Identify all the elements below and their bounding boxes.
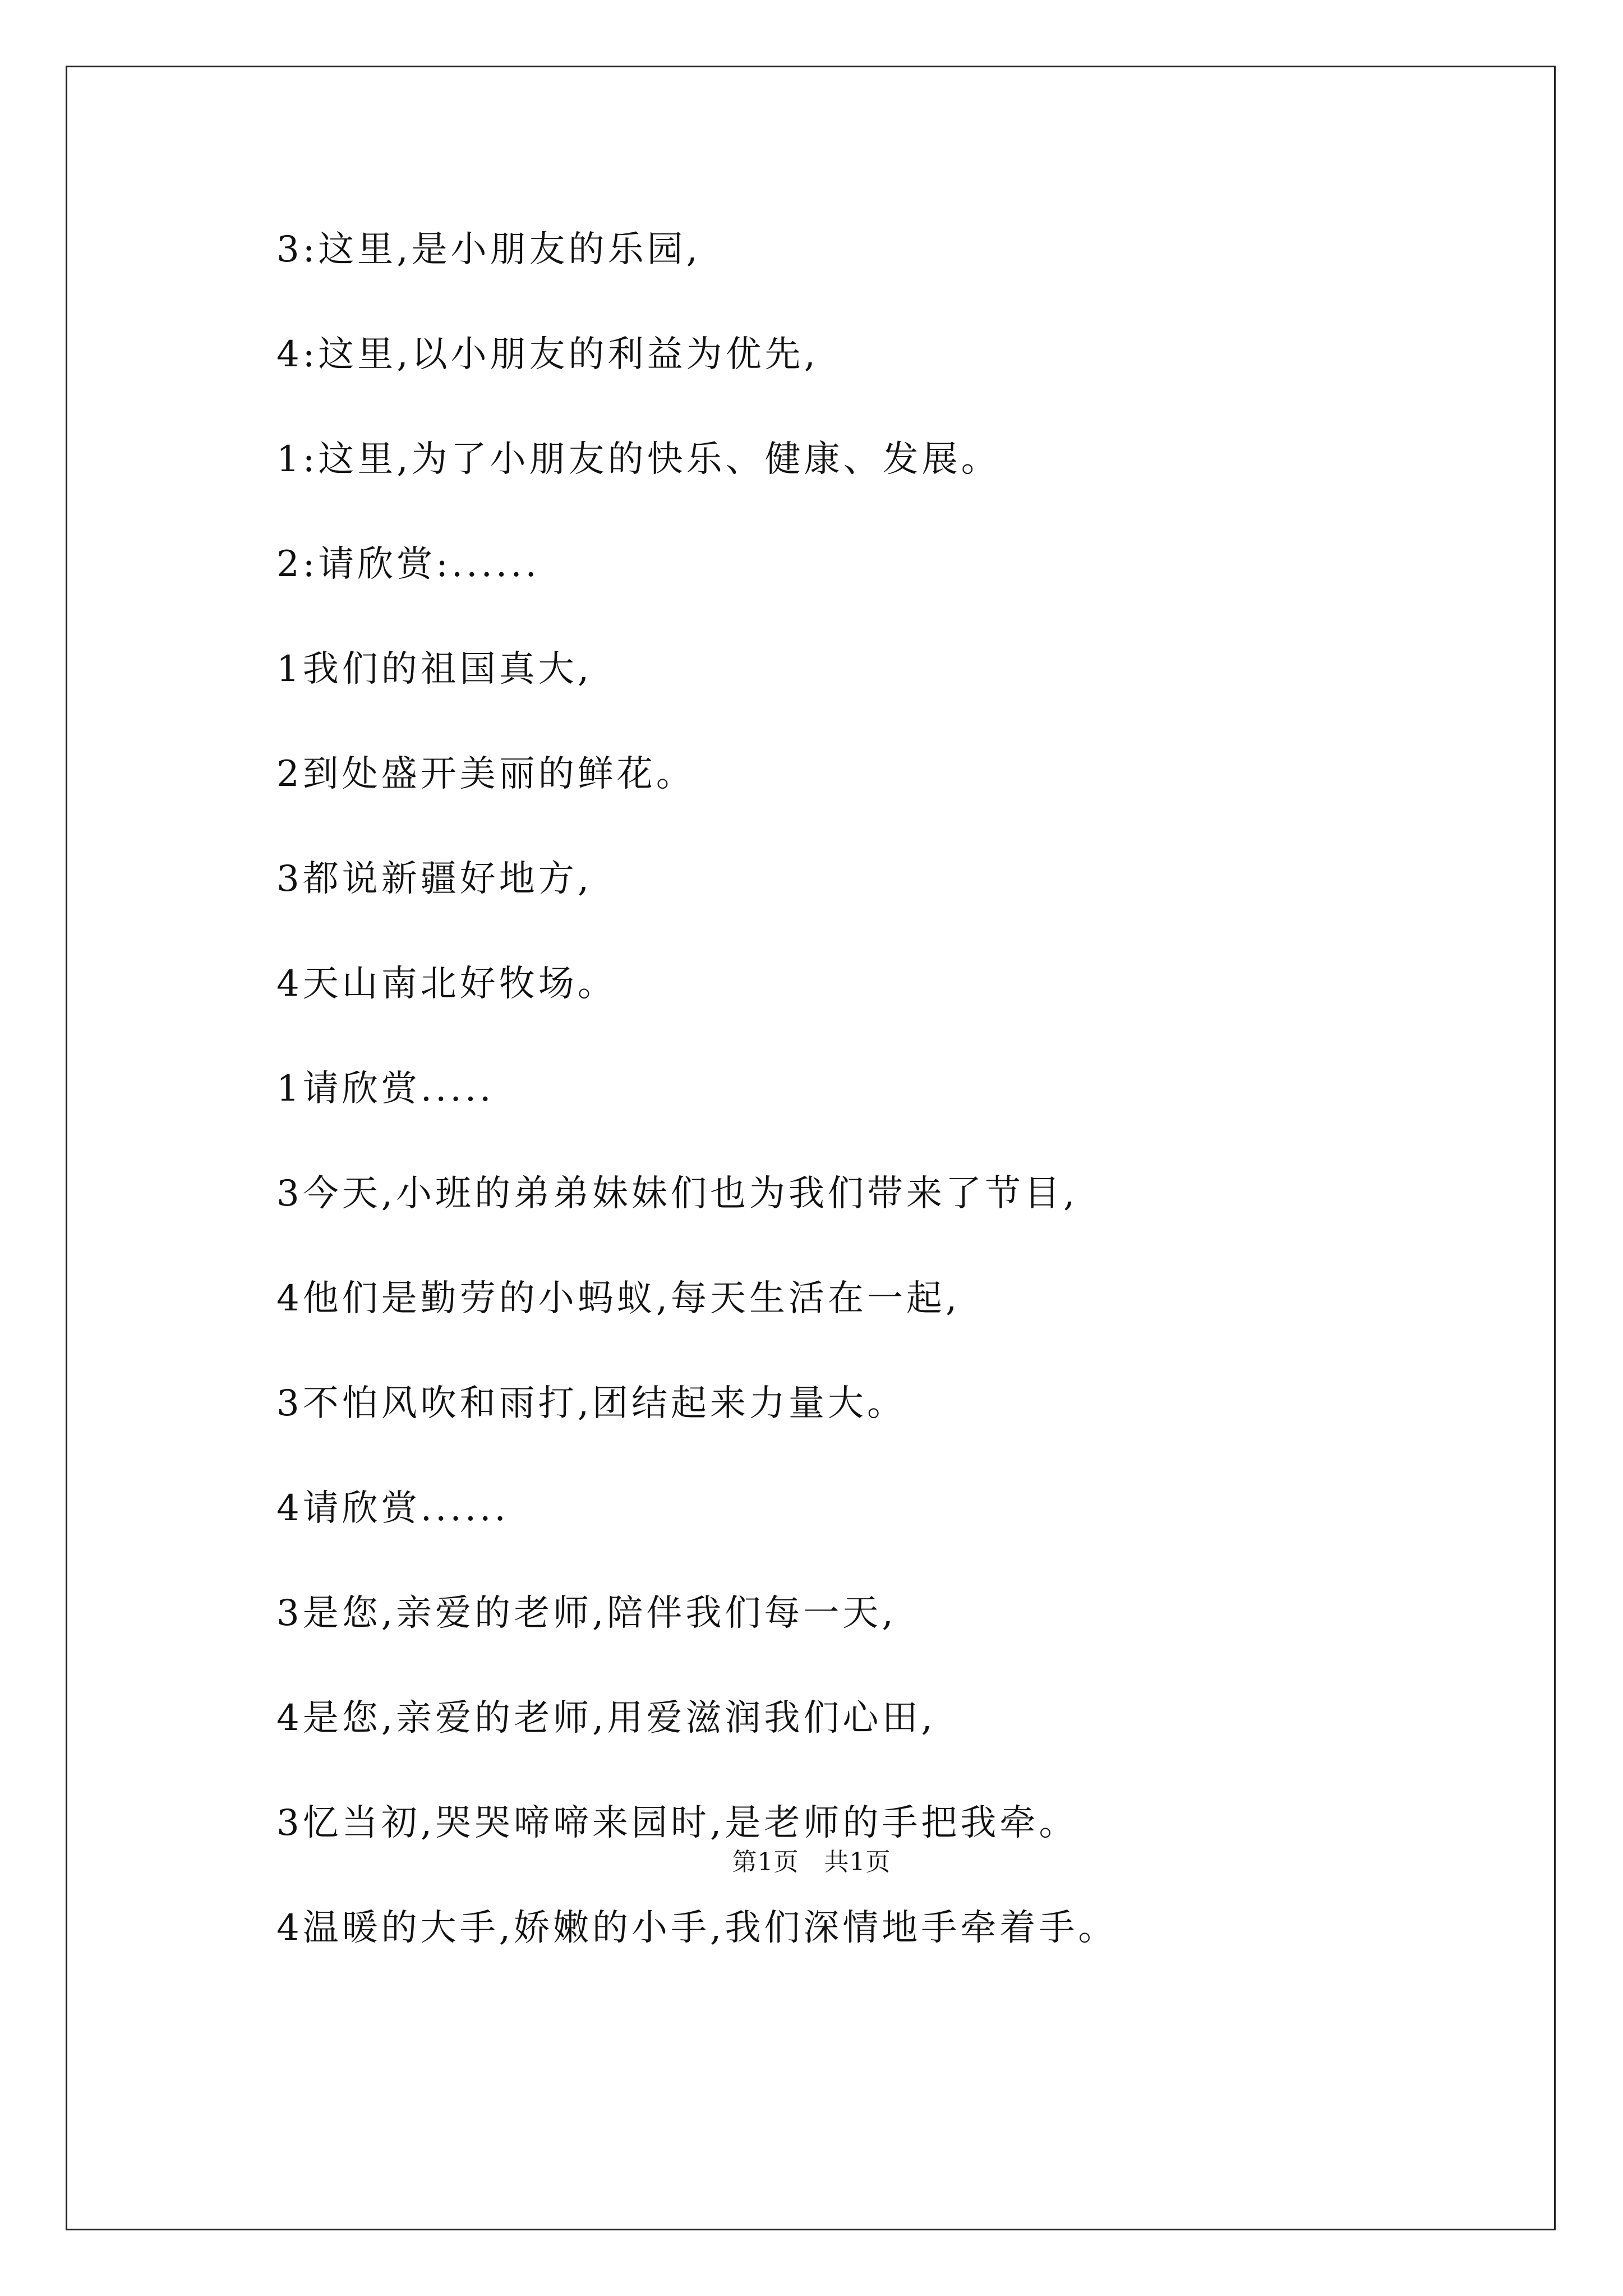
text-line: 4他们是勤劳的小蚂蚁,每天生活在一起, [276, 1278, 961, 1319]
text-line: 3都说新疆好地方, [276, 858, 593, 900]
text-line: 4请欣赏...... [276, 1488, 509, 1529]
text-line: 3是您,亲爱的老师,陪伴我们每一天, [276, 1593, 897, 1634]
text-line: 4:这里,以小朋友的利益为优先, [276, 334, 819, 375]
text-line: 3:这里,是小朋友的乐园, [276, 229, 701, 270]
text-line: 3忆当初,哭哭啼啼来园时,是老师的手把我牵。 [276, 1802, 1078, 1844]
text-line: 4是您,亲爱的老师,用爱滋润我们心田, [276, 1697, 936, 1739]
page-number-footer: 第1页 共1页 [732, 1848, 891, 1876]
text-line: 1:这里,为了小朋友的快乐、健康、发展。 [276, 439, 1000, 480]
text-line: 3今天,小班的弟弟妹妹们也为我们带来了节目, [276, 1173, 1078, 1214]
text-line: 2:请欣赏:...... [276, 544, 540, 585]
text-line: 2到处盛开美丽的鲜花。 [276, 753, 695, 795]
text-line: 3不怕风吹和雨打,团结起来力量大。 [276, 1383, 907, 1424]
document-body [276, 222, 1482, 2005]
text-line: 1我们的祖国真大, [276, 648, 593, 690]
text-line: 1请欣赏..... [276, 1068, 495, 1110]
text-line: 4天山南北好牧场。 [276, 963, 617, 1005]
text-line: 4温暖的大手,娇嫩的小手,我们深情地手牵着手。 [276, 1907, 1118, 1949]
